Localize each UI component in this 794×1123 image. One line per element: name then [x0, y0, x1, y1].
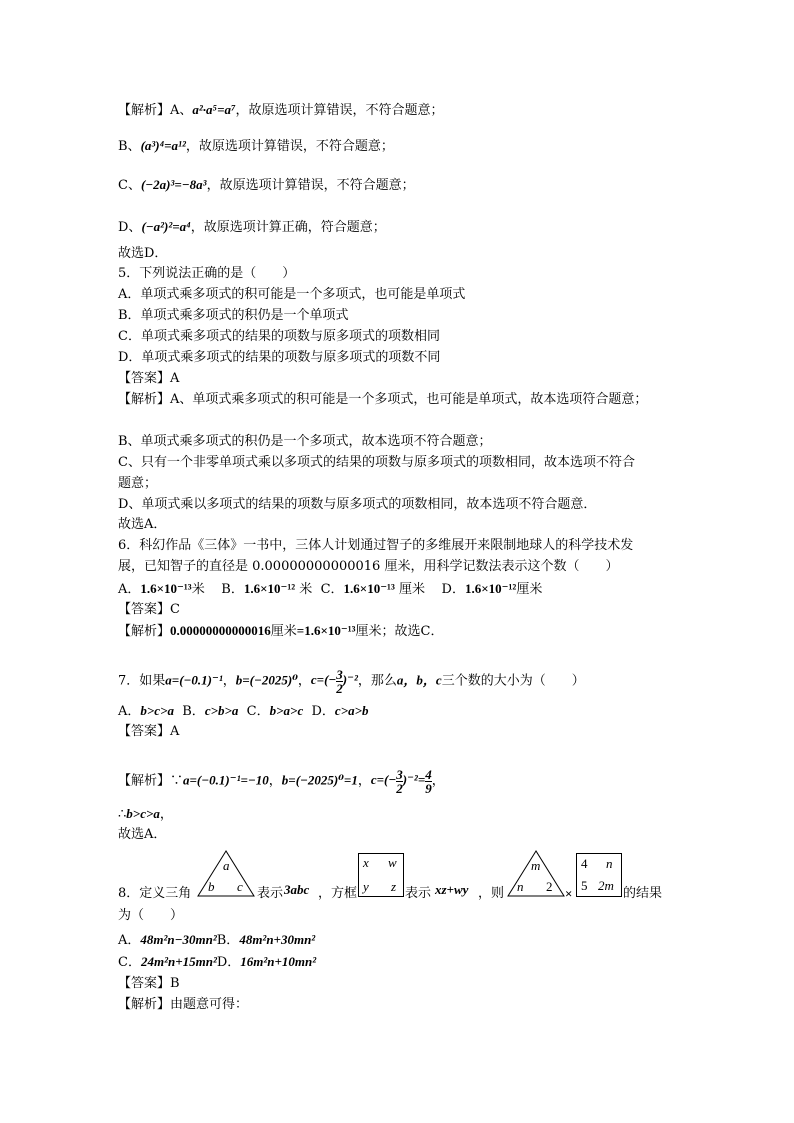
times-symbol: ×: [565, 886, 573, 901]
analysis-tag: 【解析】: [118, 624, 171, 639]
triangle-figure-2: [507, 850, 565, 898]
q8-expr-1: [284, 881, 309, 900]
math-expression: [310, 667, 358, 696]
option-prefix: A、: [170, 103, 193, 118]
math-expression: (a³)⁴=a¹²: [140, 138, 186, 153]
q8-stem-line2: 为（ ）: [118, 908, 184, 923]
q7-options: [118, 702, 369, 721]
q7-analysis: 【解析】∵a=(−0.1)⁻¹=−10，b=(−2025)⁰=1，c=(− $\frac{3}{2}$ )⁻²= $\frac{4}{9}$ ，: [118, 767, 445, 796]
q8-times: [565, 885, 572, 904]
q5-option-b: B．单项式乘多项式的积仍是一个单项式: [118, 308, 349, 323]
box-top-left-label: x: [363, 855, 369, 870]
math-variables: a，b，c: [396, 672, 442, 688]
math-expression: b>c>a: [126, 806, 160, 821]
numerator: 3: [336, 667, 343, 682]
q6-stem-1: 6．科幻作品《三体》一书中，三体人计划通过智子的多维展开来限制地球人的科学技术发: [118, 538, 634, 553]
q4-analysis-line-d: [118, 218, 386, 237]
analysis-text: ，故原选项计算错误，不符合题意；: [185, 139, 394, 154]
option-prefix: B、: [118, 139, 141, 154]
expr-part: c=(−: [310, 672, 337, 688]
q5-analysis-5: D、单项式乘以多项式的结果的项数与原多项式的项数相同，故本选项不符合题意．: [118, 497, 597, 512]
math-expression: a²·a⁵=a⁷: [192, 102, 236, 117]
q8-answer: 【答案】B: [118, 976, 180, 991]
denominator: 2: [396, 781, 403, 796]
option-label: D．: [311, 704, 335, 719]
q5-answer: 【答案】A: [118, 371, 180, 386]
q5-stem: 5．下列说法正确的是（ ）: [118, 266, 296, 281]
math-expression: 16m²n+10mn²: [240, 954, 317, 969]
math-expression: 3abc: [284, 882, 310, 897]
q6-stem-2: 展，已知智子的直径是 0.00000000000016 厘米，用科学记数法表示这个数（ ）: [118, 559, 619, 574]
analysis-text: 厘米: [270, 624, 297, 639]
therefore-symbol: ∴: [118, 807, 127, 822]
option-label: A．: [118, 704, 141, 719]
triangle-right-label: c: [237, 879, 243, 894]
analysis-text: ，故原选项计算正确，符合题意；: [190, 220, 386, 235]
stem-text: ，那么: [357, 673, 397, 689]
math-expression: [370, 767, 432, 796]
q5-conclusion: 故选A．: [118, 517, 167, 532]
math-expression: 1.6×10⁻¹³: [140, 581, 192, 596]
q7-therefore: ∴b>c>a，: [118, 806, 173, 822]
math-expression: c>b>a: [204, 703, 239, 718]
box2-top-left-label: 4: [581, 856, 588, 871]
math-expression: (−a²)²=a⁴: [141, 219, 191, 234]
triangle2-right-label: 2: [546, 879, 553, 894]
q5-analysis-1: 【解析】A、单项式乘多项式的积可能是一个多项式，也可能是单项式，故本选项符合题意；: [118, 392, 648, 407]
math-expression: 1.6×10⁻¹²: [464, 581, 517, 596]
q7-conclusion: 故选A．: [118, 827, 167, 842]
q8-options-cd: [118, 953, 316, 972]
analysis-text: ，故原选项计算错误，不符合题意；: [206, 178, 415, 193]
box-bottom-left-label: y: [363, 879, 369, 894]
math-number: 0.00000000000016: [170, 623, 271, 638]
numerator: 4: [425, 767, 432, 782]
option-label: D．: [216, 955, 241, 970]
math-expression: 1.6×10⁻¹³: [343, 581, 395, 596]
q4-analysis-line-a: [118, 101, 444, 120]
option-unit: 米: [191, 582, 205, 597]
box2-bottom-right-label: 2m: [598, 878, 614, 893]
q7-stem: 7．如果a=(−0.1)⁻¹，b=(−2025)⁰，c=(− $\frac{3}{2}$ )⁻²，那么a，b，c三个数的大小为（ ）: [118, 667, 585, 696]
math-expression: xz+wy: [435, 882, 469, 897]
q8-stem-end: 的结果: [623, 886, 663, 901]
stem-text: 三个数的大小为（ ）: [441, 673, 585, 689]
option-label: B．: [182, 704, 205, 719]
q5-option-a: A．单项式乘多项式的积可能是一个多项式，也可能是单项式: [118, 287, 466, 302]
analysis-tag: 【解析】∵: [118, 773, 184, 789]
q6-analysis: [118, 622, 443, 641]
triangle-left-label: b: [208, 879, 215, 894]
q4-analysis-line-c: [118, 176, 415, 195]
box2-bottom-left-label: 5: [581, 878, 588, 893]
fraction: [425, 768, 432, 795]
option-label: D．: [441, 582, 465, 597]
denominator: 9: [425, 781, 432, 796]
q8-sep-2: ，则: [478, 886, 505, 901]
math-expression: a=(−0.1)⁻¹=−10: [183, 772, 269, 788]
option-unit: 米: [299, 582, 313, 597]
q5-analysis-3: C、只有一个非零单项式乘以多项式的结果的项数与原多项式的项数相同，故本选项不符合: [118, 455, 635, 470]
q4-conclusion: 故选D．: [118, 246, 168, 261]
analysis-text: 厘米；故选C．: [355, 624, 444, 639]
q6-answer: 【答案】C: [118, 602, 180, 617]
triangle-top-label: a: [223, 858, 230, 873]
triangle2-left-label: n: [517, 879, 524, 894]
triangle-figure: [197, 850, 255, 898]
q5-option-d: D．单项式乘多项式的结果的项数与原多项式的项数不同: [118, 350, 441, 365]
triangle2-top-label: m: [531, 858, 541, 873]
math-expression: b=(−2025)⁰: [235, 672, 298, 688]
q6-options: [118, 580, 542, 599]
box-bottom-right-label: z: [391, 879, 397, 894]
q8-expr-2: [435, 881, 468, 900]
box2-top-right-label: n: [606, 856, 613, 871]
q5-analysis-2: B、单项式乘多项式的积仍是一个多项式，故本选项不符合题意；: [118, 434, 492, 449]
q8-stem-pre: 8．定义三角: [118, 886, 192, 901]
q4-analysis-line-b: [118, 137, 394, 156]
expr-part: )⁻²=: [402, 772, 426, 788]
option-prefix: D、: [118, 220, 142, 235]
math-expression: c>a>b: [334, 703, 369, 718]
option-label: A．: [118, 582, 141, 597]
expr-part: )⁻²: [342, 672, 358, 688]
analysis-text: ，故原选项计算错误，不符合题意；: [235, 103, 444, 118]
option-label: C．: [118, 955, 141, 970]
analysis-tag: 【解析】: [118, 103, 171, 118]
numerator: 3: [396, 767, 403, 782]
math-expression: =1.6×10⁻¹³: [296, 623, 356, 638]
math-expression: (−2a)³=−8a³: [140, 177, 207, 192]
q8-options-ab: [118, 931, 315, 950]
option-label: C．: [320, 582, 344, 597]
option-label: B．: [221, 582, 244, 597]
box-figure: [358, 853, 404, 897]
q5-option-c: C．单项式乘多项式的结果的项数与原多项式的项数相同: [118, 329, 440, 344]
expr-part: c=(−: [370, 772, 397, 788]
option-unit: 厘米: [516, 582, 543, 597]
option-prefix: C、: [118, 178, 141, 193]
math-expression: b>a>c: [269, 703, 304, 718]
q8-sep-1: ，方框: [318, 886, 358, 901]
box-figure-2: [576, 853, 622, 897]
math-expression: 1.6×10⁻¹²: [243, 581, 296, 596]
math-expression: 24m²n+15mn²: [140, 954, 217, 969]
q8-analysis: 【解析】由题意可得：: [118, 997, 249, 1012]
q7-answer: 【答案】A: [118, 724, 180, 739]
option-label: A．: [118, 933, 141, 948]
math-expression: a=(−0.1)⁻¹: [165, 672, 223, 688]
q8-means-2: 表示: [405, 886, 432, 901]
option-label: C．: [246, 704, 270, 719]
q8-means-1: 表示: [257, 886, 284, 901]
q5-analysis-4: 题意；: [118, 476, 158, 491]
math-expression: 48m²n−30mn²: [140, 932, 217, 947]
option-unit: 厘米: [399, 582, 426, 597]
math-expression: b>c>a: [140, 703, 174, 718]
math-expression: 48m²n+30mn²: [239, 932, 316, 947]
denominator: 2: [336, 681, 343, 696]
box-top-right-label: w: [388, 855, 397, 870]
option-label: B．: [216, 933, 240, 948]
stem-text: 7．如果: [118, 673, 166, 689]
math-expression: b=(−2025)⁰=1: [281, 772, 358, 788]
